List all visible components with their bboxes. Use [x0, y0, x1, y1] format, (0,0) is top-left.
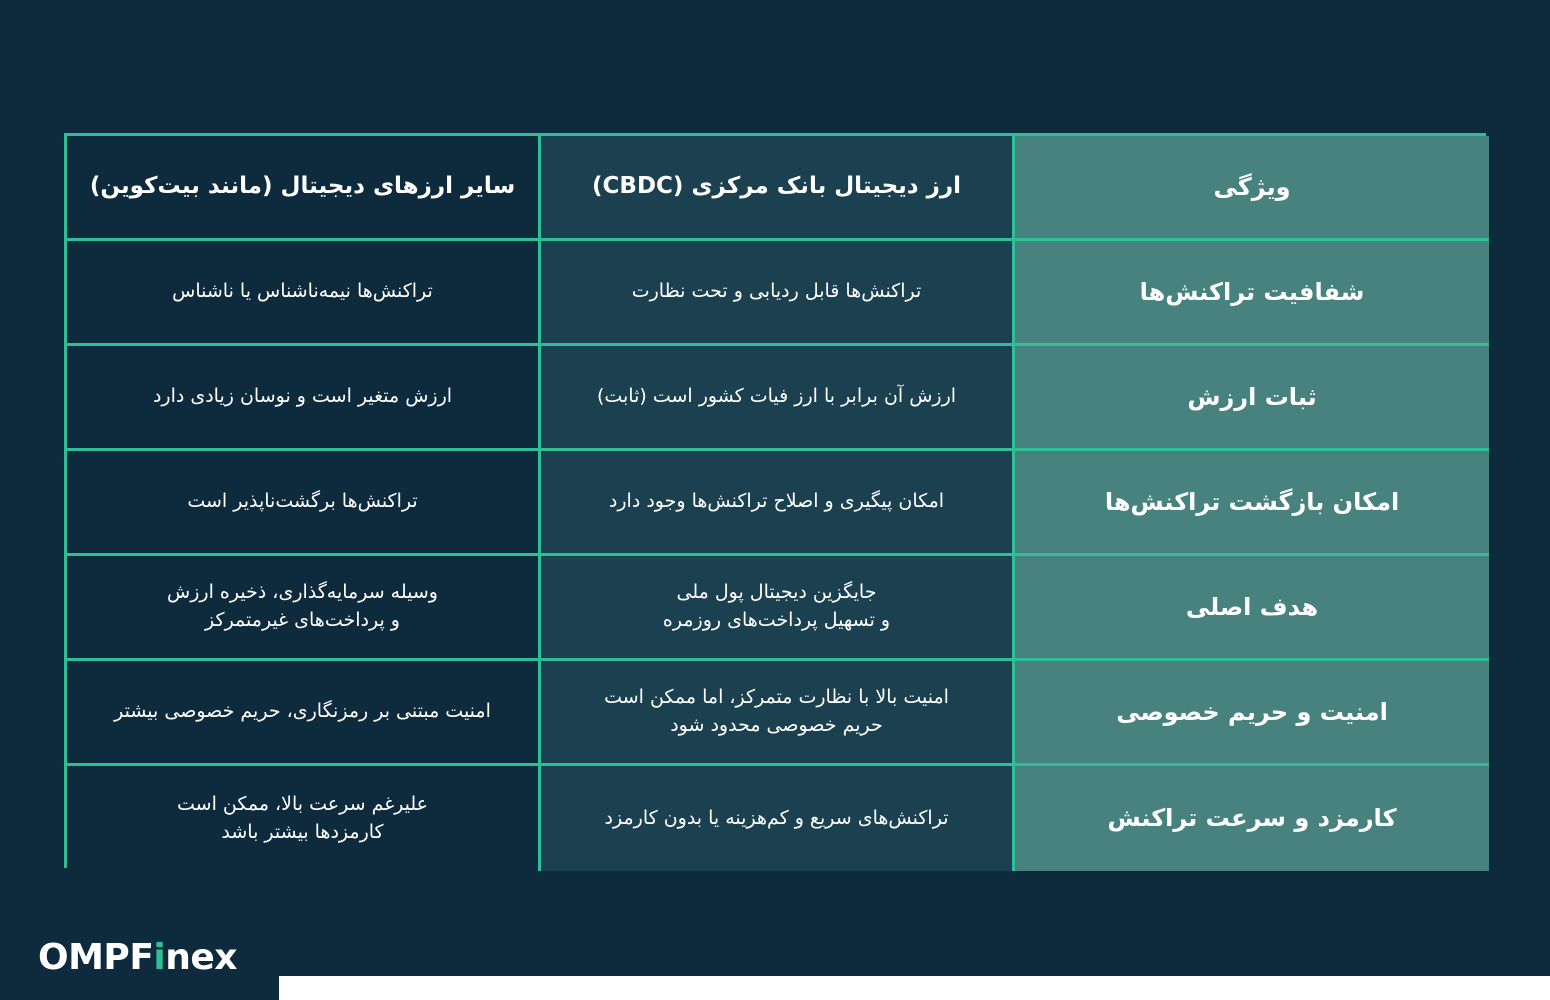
row-reversibility-feature	[1015, 451, 1489, 556]
cell-text: هدف اصلی	[1185, 592, 1319, 621]
row-fees-feature	[1015, 766, 1489, 871]
header-other-crypto-label: سایر ارزهای دیجیتال (مانند بیت‌کوین)	[89, 173, 516, 200]
cell-text: تراکنش‌ها برگشت‌ناپذیر است	[187, 490, 418, 513]
cell-text: علیرغم سرعت بالا، ممکن است کارمزدها بیشتر باشد	[177, 792, 428, 843]
row-fees-cbdc	[541, 766, 1015, 871]
row-fees-other	[67, 766, 541, 871]
cell-text: ارزش آن برابر با ارز فیات کشور است (ثابت)	[596, 385, 957, 408]
cell-text: امنیت بالا با نظارت متمرکز، اما ممکن است حریم خصوصی محدود شود	[604, 686, 949, 736]
header-cbdc-label: ارز دیجیتال بانک مرکزی (CBDC)	[592, 173, 961, 200]
cell-text: ثبات ارزش	[1187, 382, 1317, 411]
header-feature-label: ویژگی	[1213, 172, 1291, 201]
row-security-cbdc	[541, 661, 1015, 766]
cell-text: تراکنش‌ها قابل ردیابی و تحت نظارت	[631, 280, 922, 303]
cell-text: شفافیت تراکنش‌ها	[1139, 277, 1365, 306]
row-transparency-feature	[1015, 241, 1489, 346]
row-stability-other	[67, 346, 541, 451]
cell-text: تراکنش‌ها نیمه‌ناشناس یا ناشناس	[172, 280, 433, 303]
cell-text: وسیله سرمایه‌گذاری، ذخیره ارزش و پرداخت‌های غیرمتمرکز	[167, 581, 438, 631]
logo-text-accent: i	[153, 937, 166, 978]
header-feature	[1015, 136, 1489, 241]
header-cbdc	[541, 136, 1015, 241]
logo-text-main: OMPF	[38, 937, 154, 978]
row-security-other	[67, 661, 541, 766]
row-transparency-cbdc	[541, 241, 1015, 346]
brand-logo	[38, 937, 238, 978]
row-reversibility-other	[67, 451, 541, 556]
row-purpose-other	[67, 556, 541, 661]
cell-text: امکان بازگشت تراکنش‌ها	[1104, 487, 1400, 516]
row-security-feature	[1015, 661, 1489, 766]
cell-text: امنیت مبتنی بر رمزنگاری، حریم خصوصی بیشتر	[114, 700, 491, 723]
comparison-table	[64, 133, 1486, 868]
header-other-crypto	[67, 136, 541, 241]
row-stability-feature	[1015, 346, 1489, 451]
cell-text: امکان پیگیری و اصلاح تراکنش‌ها وجود دارد	[608, 490, 945, 513]
footer-bar	[279, 976, 1550, 1000]
cell-text: کارمزد و سرعت تراکنش	[1107, 804, 1397, 833]
cell-text: امنیت و حریم خصوصی	[1116, 697, 1388, 726]
cell-text: ارزش متغیر است و نوسان زیادی دارد	[152, 385, 453, 408]
cell-text: جایگزین دیجیتال پول ملی و تسهیل پرداخت‌های روزمره	[662, 581, 891, 631]
row-transparency-other	[67, 241, 541, 346]
logo-text-rest: nex	[165, 937, 238, 978]
row-stability-cbdc	[541, 346, 1015, 451]
row-purpose-feature	[1015, 556, 1489, 661]
cell-text: تراکنش‌های سریع و کم‌هزینه یا بدون کارمزد	[604, 806, 949, 829]
row-purpose-cbdc	[541, 556, 1015, 661]
row-reversibility-cbdc	[541, 451, 1015, 556]
